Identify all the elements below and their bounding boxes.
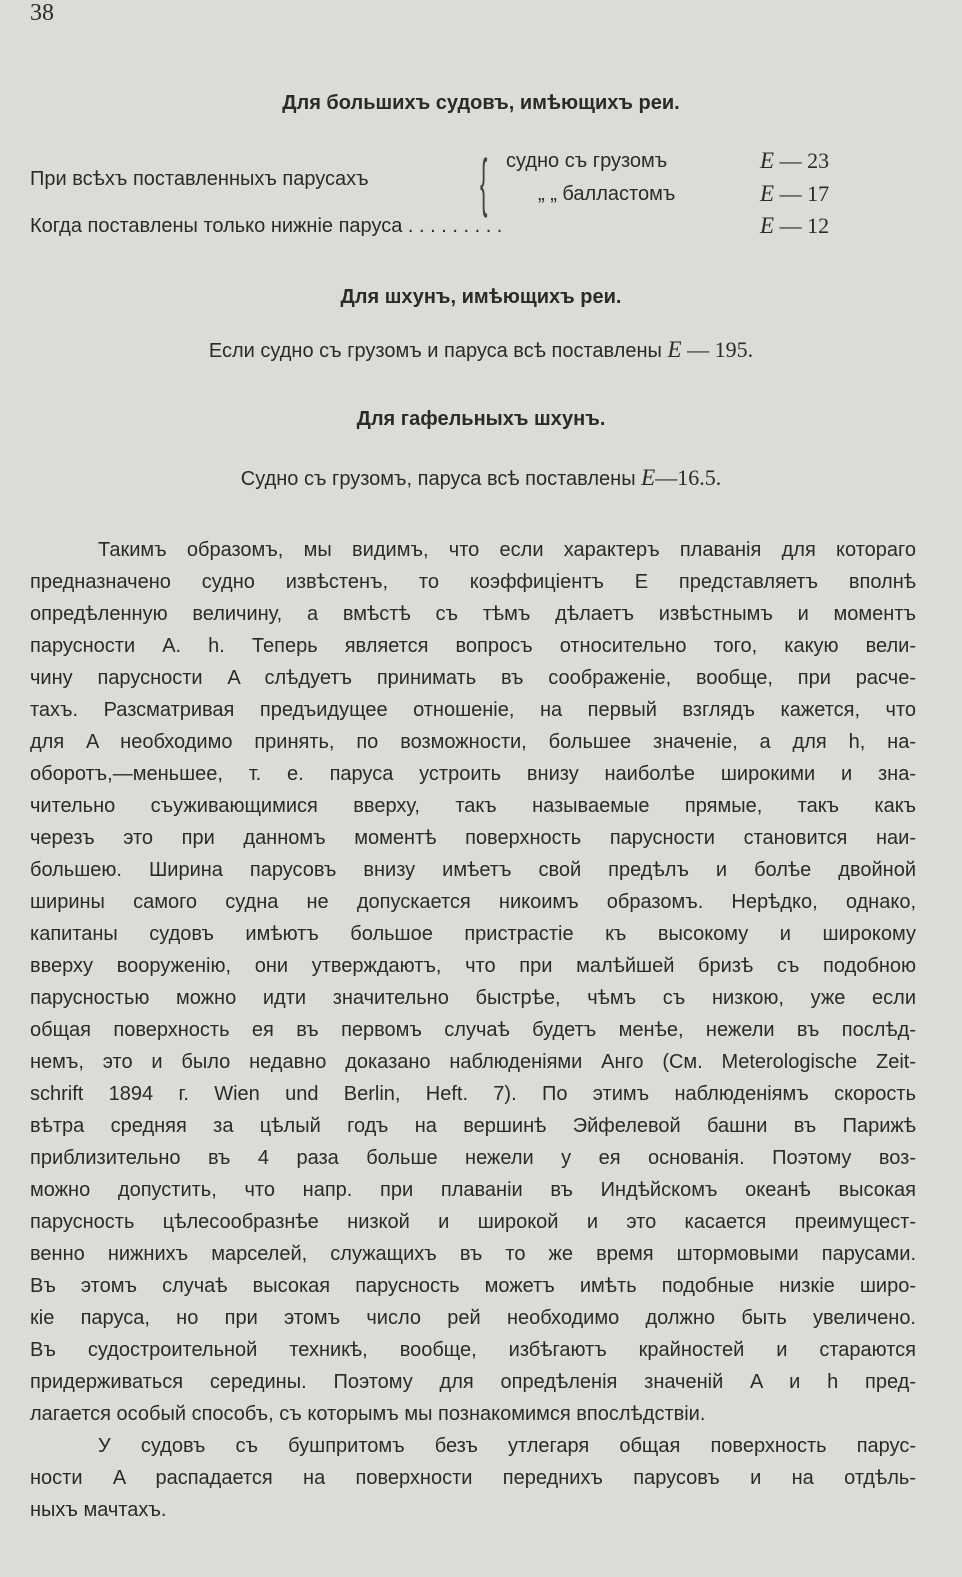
body-text [30,534,916,1526]
text-line: немъ, это и было недавно доказано наблюденіями Анго (См. Meterologische Zeit- [30,1051,916,1073]
text-line: вѣтра средняя за цѣлый годъ на вершинѣ Эйфелевой башни въ Парижѣ [30,1115,916,1137]
text-line: чительно съуживающимися вверху, такъ называемые прямые, такъ какъ [30,795,916,817]
text-line: предназначено судно извѣстенъ, то коэффиціентъ E представляетъ вполнѣ [30,571,916,593]
text-line: ширины самого судна не допускается никоимъ образомъ. Нерѣдко, однако, [30,891,916,913]
text-line: капитаны судовъ имѣютъ большое пристрастіе къ высокому и широкому [30,923,916,945]
text-line: чину парусности A слѣдуетъ принимать въ соображеніе, вообще, при расче- [30,667,916,689]
gaff-schooner-line [0,465,962,491]
coefficient-e: E [667,337,682,362]
text-line: вверху вооруженію, они утверждаютъ, что при малѣйшей бризѣ съ подобною [30,955,916,977]
text-line: венно нижнихъ марселей, служащихъ въ то же время штормовыми парусами. [30,1243,916,1265]
text-line: можно допустить, что напр. при плаваніи въ Индѣйскомъ океанѣ высокая [30,1179,916,1201]
text-line: кіе паруса, но при этомъ число рей необходимо должно быть увеличено. [30,1307,916,1329]
paragraph-1 [30,534,916,1430]
gaff-text: Судно съ грузомъ, паруса всѣ поставлены [240,468,636,490]
schooner-line [0,337,962,363]
row-all-sails-label: При всѣхъ поставленныхъ парусахъ [30,168,369,190]
text-line: для A необходимо принять, по возможности, большее значеніе, а для h, на- [30,731,916,753]
value-lower-sails: — 12 [779,213,830,238]
text-line: ныхъ мачтахъ. [30,1499,167,1521]
section-heading-gaff-schooners: Для гафельныхъ шхунъ. [356,408,606,430]
paragraph-2 [30,1430,916,1526]
text-line: парусностью можно идти значительно быстрѣе, чѣмъ съ низкою, уже если [30,987,916,1009]
gaff-value: —16.5. [655,465,722,490]
section-heading-large-ships: Для большихъ судовъ, имѣющихъ реи. [282,92,680,114]
text-line: тахъ. Разсматривая предъидущее отношеніе, на первый взглядъ кажется, что [30,699,916,721]
text-line: общая поверхность ея въ первомъ случаѣ будетъ менѣе, нежели въ послѣд- [30,1019,916,1041]
text-line: Такимъ образомъ, мы видимъ, что если характеръ плаванія для котораго [98,539,916,561]
text-line: придерживаться середины. Поэтому для опредѣленія значеній A и h пред- [30,1371,916,1393]
text-line: оборотъ,—меньшее, т. е. паруса устроить внизу наиболѣе широкими и зна- [30,763,916,785]
schooner-value: — 195. [687,337,754,362]
row-cargo-desc: судно съ грузомъ [506,150,668,172]
row-ballast-desc: „ „ балластомъ [538,183,676,205]
schooner-text: Если судно съ грузомъ и паруса всѣ поставлены [208,340,662,362]
value-cargo: — 23 [779,148,830,173]
text-line: парусности A. h. Теперь является вопросъ относительно того, какую вели- [30,635,916,657]
text-line: ности A распадается на поверхности переднихъ парусовъ и на отдѣль- [30,1467,916,1489]
text-line: опредѣленную величину, а вмѣстѣ съ тѣмъ дѣлаетъ извѣстнымъ и моментъ [30,603,916,625]
text-line: Въ этомъ случаѣ высокая парусность можетъ имѣть подобные низкіе широ- [30,1275,916,1297]
coefficient-e: E [641,465,656,490]
text-line: schrift 1894 г. Wien und Berlin, Heft. 7). По этимъ наблюденіямъ скорость [30,1083,916,1105]
text-line: большею. Ширина парусовъ внизу имѣетъ свой предѣлъ и болѣе двойной [30,859,916,881]
value-ballast: — 17 [779,181,830,206]
coefficient-e: E [760,181,775,206]
row-lower-sails-label: Когда поставлены только нижніе паруса . . . . . . . . . [30,215,503,237]
page-number: 38 [30,0,54,26]
text-line: Въ судостроительной техникѣ, вообще, избѣгаютъ крайностей и стараются [30,1339,916,1361]
text-line: лагается особый способъ, съ которымъ мы познакомимся впослѣдствіи. [30,1403,706,1425]
coefficient-e: E [760,148,775,173]
section-heading-schooners: Для шхунъ, имѣющихъ реи. [340,286,622,308]
text-line: черезъ это при данномъ моментѣ поверхность парусности становится наи- [30,827,916,849]
brace: { [480,146,488,218]
text-line: приблизительно въ 4 раза больше нежели у ея основанія. Поэтому воз- [30,1147,916,1169]
text-line: У судовъ съ бушпритомъ безъ утлегаря общая поверхность парус- [98,1435,916,1457]
coefficient-e: E [760,213,775,238]
text-line: парусность цѣлесообразнѣе низкой и широкой и это касается преимущест- [30,1211,916,1233]
